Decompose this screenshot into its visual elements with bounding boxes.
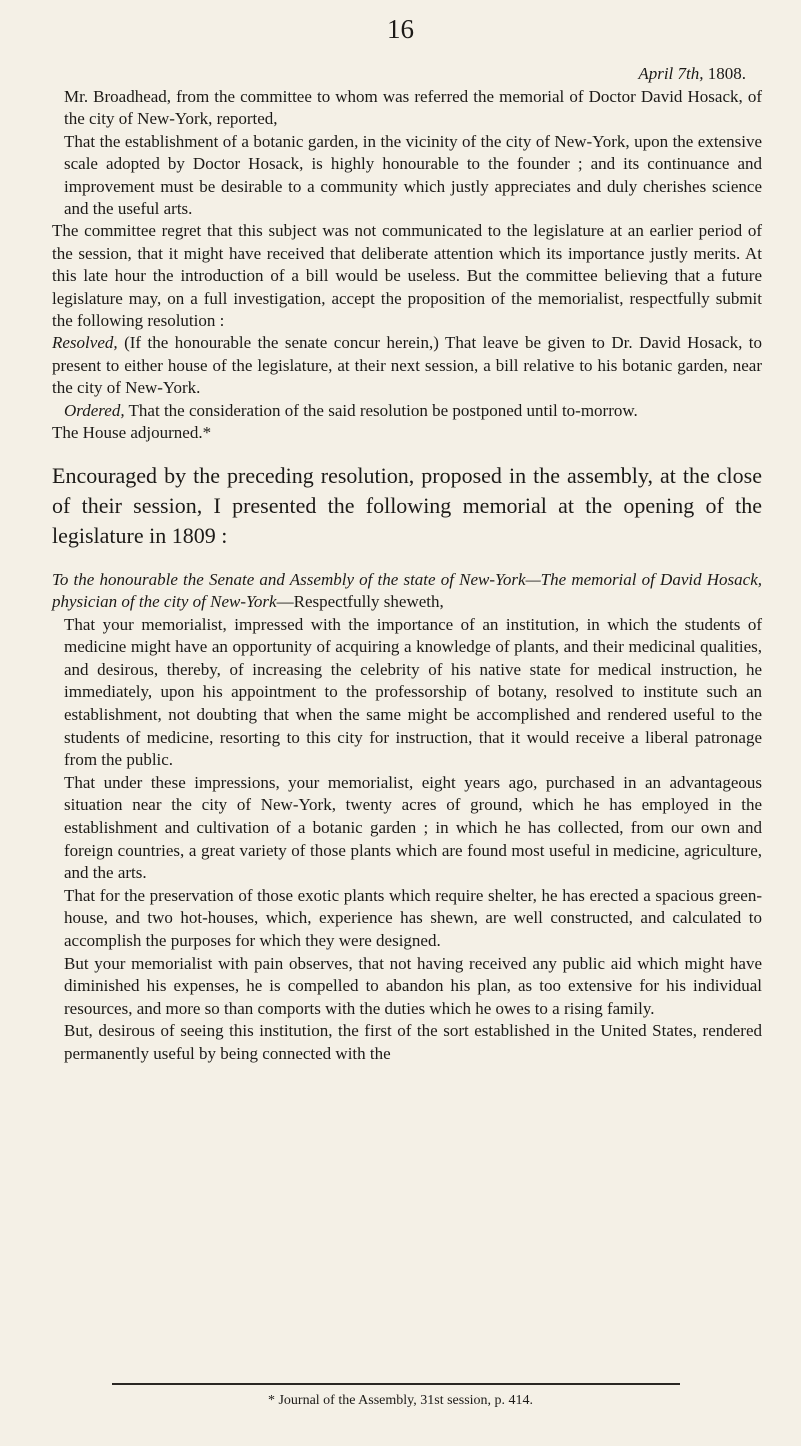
memorial bbox=[52, 569, 762, 1066]
memorial-paragraph: But your memorialist with pain observes, that not having received any public aid which might have diminished his expenses, he is compelled to abandon his plan, as too extensive for his individual resources, and more so than comports with the duties which he owes to a rising family. bbox=[64, 953, 762, 1018]
memorial-paragraph: That your memorialist, impressed with the importance of an institution, in which the students of medicine might have an opportunity of acquiring a knowledge of plants, and their medicinal qualities, and desirous, thereby, of increasing the celebrity of his native state for medical instruction, he immediately, upon his appointment to the professorship of botany, resolved to institute such an establishment, not doubting that when the same might be accomplished and rendered useful to the students of medicine, resorting to this city for instruction, that it would receive a liberal patronage from the public. bbox=[64, 614, 762, 770]
footnote: * Journal of the Assembly, 31st session, p. 414. bbox=[267, 1393, 534, 1408]
dateline bbox=[52, 62, 762, 86]
report-order bbox=[52, 400, 762, 422]
memorial-address bbox=[52, 569, 762, 614]
resolved-label: Resolved, bbox=[52, 333, 118, 353]
report-resolution bbox=[52, 332, 762, 399]
report-intro: Mr. Broadhead, from the committee to whom was referred the memorial of Doctor David Hosack, of the city of New-York, reported, bbox=[64, 87, 762, 129]
dateline-date: April 7th, bbox=[638, 64, 704, 83]
ordered-label: Ordered, bbox=[64, 400, 125, 420]
memorial-paragraph: That for the preservation of those exotic plants which require shelter, he has erected a spacious green-house, and two hot-houses, which, experience has shewn, are well constructed, and calculated to accomplish the purposes for which they were designed. bbox=[64, 885, 762, 950]
report-paragraph: That the establishment of a botanic garden, in the vicinity of the city of New-York, upon the extensive scale adopted by Doctor Hosack, is highly honourable to the founder ; and its continuance and improvement must be desirable to a community which justly appreciates and duly cherishes science and the useful arts. bbox=[64, 131, 762, 219]
ordered-text: That the consideration of the said resolution be postponed until to-morrow. bbox=[124, 400, 638, 420]
encouraged-paragraph: Encouraged by the preceding resolution, proposed in the assembly, at the close of their session, I presented the following memorial at the opening of the legislature in 1809 : bbox=[52, 462, 762, 548]
footnote-rule bbox=[112, 1383, 680, 1385]
dateline-year: 1808. bbox=[707, 64, 746, 83]
memorial-paragraph: That under these impressions, your memorialist, eight years ago, purchased in an advantageous situation near the city of New-York, twenty acres of ground, which he has employed in the establishment and cultivation of a botanic garden ; in which he has collected, from our own and foreign countries, a great variety of those plants which are found most useful in medicine, agriculture, and the arts. bbox=[64, 772, 762, 883]
memorial-paragraph: But, desirous of seeing this institution, the first of the sort established in the United States, rendered permanently useful by being connected with the bbox=[64, 1021, 762, 1063]
page-number: 16 bbox=[387, 14, 414, 44]
committee-report bbox=[52, 86, 762, 445]
resolved-text: (If the honourable the senate concur herein,) That leave be given to Dr. David Hosack, to present to either house of the legislature, at their next session, a bill relative to his botanic garden, near the city of New-York. bbox=[52, 333, 762, 398]
report-paragraph: The committee regret that this subject was not communicated to the legislature at an earlier period of the session, that it might have received that deliberate attention which its importance justly merits. At this late hour the introduction of a bill would be useless. But the committee believing that a future legislature may, on a full investigation, accept the proposition of the memorialist, respectfully submit the following resolution : bbox=[52, 221, 762, 331]
report-adjourned: The House adjourned.* bbox=[52, 423, 212, 443]
page-body bbox=[52, 62, 762, 1066]
memorial-address-tail: —Respectfully sheweth, bbox=[276, 592, 444, 612]
memorial-address-italic: To the honourable the Senate and Assembly of the state of New-York—The memorial of David Hosack, physician of the city of New-York bbox=[52, 569, 762, 612]
